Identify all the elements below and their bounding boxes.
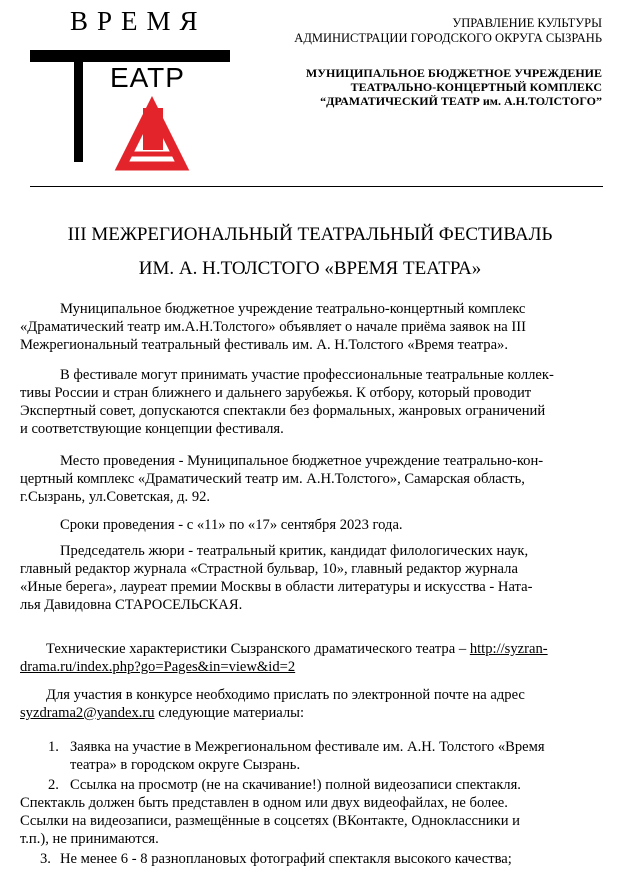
paragraph-dates [20,516,603,534]
document-title: III МЕЖРЕГИОНАЛЬНЫЙ ТЕАТРАЛЬНЫЙ ФЕСТИВАЛЬ [67,224,553,245]
list-number: 1. [48,739,59,755]
materials-text: следующие материалы: [154,705,305,721]
text-line: «Драматический театр им.А.Н.Толстого» объявляет о начале приёма заявок на III [20,319,526,335]
text-line: Место проведения - Муниципальное бюджетное учреждение театрально-кон- [60,453,544,469]
text-line: Муниципальное бюджетное учреждение театрально-концертный комплекс [60,301,526,317]
text-line [20,640,603,658]
document-subtitle: ИМ. А. Н.ТОЛСТОГО «ВРЕМЯ ТЕАТРА» [138,258,482,279]
institution-header [306,66,602,108]
email-link[interactable]: syzdrama2@yandex.ru [20,705,155,721]
text-line: Сроки проведения - с «11» по «17» сентября 2023 года. [60,517,403,533]
technical-link-part1[interactable]: http://syzran- [469,641,548,657]
text-line: и соответствующие концепции фестиваля. [20,421,284,437]
institution-line: МУНИЦИПАЛЬНОЕ БЮДЖЕТНОЕ УЧРЕЖДЕНИЕ [305,66,602,80]
text-line: Спектакль должен быть представлен в одном или двух видеофайлах, не более. [20,795,508,811]
text-line: Не менее 6 - 8 разноплановых фотографий спектакля высокого качества; [60,851,512,867]
org-line: АДМИНИСТРАЦИИ ГОРОДСКОГО ОКРУГА СЫЗРАНЬ [294,31,602,45]
text-line: Заявка на участие в Межрегиональном фестивале им. А.Н. Толстого «Время [70,739,545,755]
text-line [20,704,603,722]
text-line: тивы России и стран ближнего и дальнего зарубежья. К отбору, который проводит [20,385,532,401]
technical-link-part2[interactable]: drama.ru/index.php?go=Pages&in=view&id=2 [20,659,296,675]
paragraph-venue [20,452,603,506]
text-line: Ссылка на просмотр (не на скачивание!) полной видеозаписи спектакля. [70,777,521,793]
paragraph-jury [20,542,603,614]
text-line: г.Сызрань, ул.Советская, д. 92. [20,489,211,505]
text-line: т.п.), не принимаются. [20,831,159,847]
text-line: лья Давидовна СТАРОСЕЛЬСКАЯ. [20,597,243,613]
org-line: УПРАВЛЕНИЕ КУЛЬТУРЫ [452,16,602,30]
text-line: театра» в городском округе Сызрань. [70,757,301,773]
text-line: «Иные берега», лауреат премии Москвы в области литературы и искусства - Ната- [20,579,533,595]
text-line [20,658,603,676]
list-number: 2. [48,777,59,793]
text-line: главный редактор журнала «Страстной бульвар, 10», главный редактор журнала [20,561,518,577]
text-line: Экспертный совет, допускаются спектакли без формальных, жанровых ограничений [20,403,546,419]
text-line: Для участия в конкурсе необходимо прислать по электронной почте на адрес [46,687,525,703]
text-line: Межрегиональный театральный фестиваль им. А. Н.Толстого «Время театра». [20,337,508,353]
org-header [294,16,602,46]
text-line: Ссылки на видеозаписи, размещённые в соцсетях (ВКонтакте, Одноклассники и [20,813,520,829]
text-line: В фестивале могут принимать участие профессиональные театральные коллек- [60,367,554,383]
technical-text: Технические характеристики Сызранского драматического театра – [46,641,470,657]
text-line: Председатель жюри - театральный критик, кандидат филологических наук, [60,543,529,559]
paragraph-materials [20,686,603,722]
festival-logo [30,6,240,176]
logo-word: ВРЕМЯ [70,6,207,36]
institution-line: “ДРАМАТИЧЕСКИЙ ТЕАТР им. А.Н.ТОЛСТОГО” [320,94,602,108]
paragraph-participants [20,366,603,438]
paragraph-announcement [20,300,603,354]
logo-letters: ЕАТР [110,62,185,93]
list-number: 3. [40,851,51,867]
header-divider [30,186,603,187]
institution-line: ТЕАТРАЛЬНО-КОНЦЕРТНЫЙ КОМПЛЕКС [350,80,602,94]
text-line: цертный комплекс «Драматический театр им. А.Н.Толстого», Самарская область, [20,471,525,487]
paragraph-technical [20,640,603,676]
